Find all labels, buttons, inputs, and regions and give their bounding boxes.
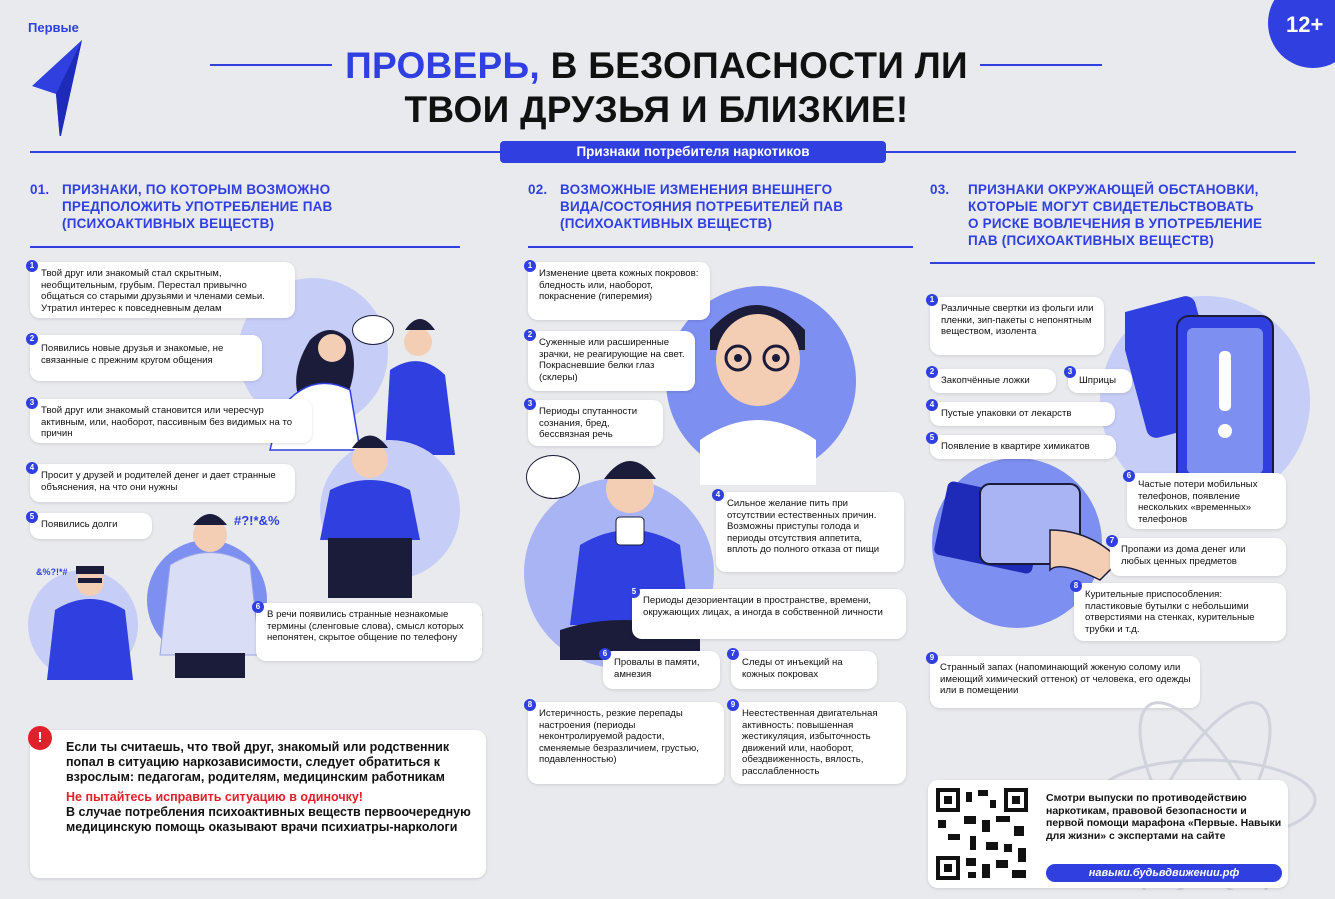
title-accent: ПРОВЕРЬ, — [345, 45, 541, 86]
col2-item-2: Суженные или расширенные зрачки, не реагирующие на свет. Покрасневшие белки глаз (склеры) — [528, 331, 695, 391]
col3-item-1: Различные свертки из фольги или пленки, зип-пакеты с непонятным веществом, изолента — [930, 297, 1104, 355]
title-line1: В БЕЗОПАСНОСТИ ЛИ — [540, 45, 968, 86]
col1-item-3: Твой друг или знакомый становится или чересчур активным, или, наоборот, пассивным без видимых на то причин — [30, 399, 312, 443]
col1-num-1: 1 — [26, 260, 38, 272]
illustration-sunglasses-figure — [40, 560, 140, 680]
col2-num-8: 8 — [524, 699, 536, 711]
col1-num-4: 4 — [26, 462, 38, 474]
col2-underline — [528, 246, 913, 248]
phones-icon — [1125, 296, 1305, 496]
footer-text: Смотри выпуски по противодействию наркотикам, правовой безопасности и первой помощи марафона «Первые. Навыки для жизни» с экспертами на сайте — [1046, 792, 1282, 842]
col1-item-1: Твой друг или знакомый стал скрытным, необщительным, грубым. Перестал привычно общаться со старыми друзьями и членами семьи. Утратил интерес к повседневным делам — [30, 262, 295, 318]
col2-num-2: 2 — [524, 329, 536, 341]
col1-item-5: Появились долги — [30, 513, 152, 539]
warning-alert: Не пытайтесь исправить ситуацию в одиночку! — [66, 790, 363, 805]
col1-num-3: 3 — [26, 397, 38, 409]
subtitle-bar — [30, 141, 1296, 163]
slang-bubble-1: #?!*&% — [234, 513, 280, 528]
col3-num-7: 7 — [1106, 535, 1118, 547]
illustration-guy-pockets-figure — [300, 420, 470, 600]
col1-item-4: Просит у друзей и родителей денег и дает странные объяснения, на что они нужны — [30, 464, 295, 502]
col3-num-5: 5 — [926, 432, 938, 444]
warning-main: Если ты считаешь, что твой друг, знакомый или родственник попал в ситуацию наркозависимости, следует обратиться к взрослым: педагогам, родителям, медицинским работникам — [66, 740, 450, 784]
col3-item-5: Появление в квартире химикатов — [930, 435, 1116, 459]
col3-item-2: Закопчённые ложки — [930, 369, 1056, 393]
thought-bubble-icon — [352, 315, 394, 345]
footer-box — [928, 780, 1288, 888]
col1-item-2: Появились новые друзья и знакомые, не связанные с прежним кругом общения — [30, 335, 262, 381]
col2-item-9: Неестественная двигательная активность: повышенная жестикуляция, избыточность движений или, наоборот, обездвиженность, вялость, расслабленность — [731, 702, 906, 784]
col2-item-3: Периоды спутанности сознания, бред, бессвязная речь — [528, 400, 663, 446]
col2-item-7: Следы от инъекций на кожных покровах — [731, 651, 877, 689]
illustration-glasses-figure — [690, 290, 830, 485]
col3-heading: 03. ПРИЗНАКИ ОКРУЖАЮЩЕЙ ОБСТАНОВКИ, КОТОРЫЕ МОГУТ СВИДЕТЕЛЬСТВОВАТЬ О РИСКЕ ВОВЛЕЧЕНИЯ В УПОТРЕБЛЕНИЕ ПАВ (ПСИХОАКТИВНЫХ ВЕЩЕСТВ) — [930, 182, 1263, 248]
col3-item-6: Частые потери мобильных телефонов, появление нескольких «временных» телефонов — [1127, 473, 1286, 529]
col2-num-4: 4 — [712, 489, 724, 501]
col3-item-3: Шприцы — [1068, 369, 1132, 393]
col2-num-5: 5 — [628, 586, 640, 598]
confusion-bubble-icon — [526, 455, 580, 499]
col1-item-6: В речи появились странные незнакомые термины (сленговые слова), смысл которых непонятен, скрытое общение по телефону — [256, 603, 482, 661]
col2-num-3: 3 — [524, 398, 536, 410]
col2-item-4: Сильное желание пить при отсутствии естественных причин. Возможны приступы голода и периоды отсутствия аппетита, вплоть до полного отказа от пищи — [716, 492, 904, 572]
col3-num-4: 4 — [926, 399, 938, 411]
footer-link[interactable]: навыки.будьвдвижении.рф — [1046, 864, 1282, 882]
warning-note: В случае потребления психоактивных веществ первоочередную медицинскую помощь оказывают врачи психиатры-наркологи — [66, 805, 471, 834]
col2-num-9: 9 — [727, 699, 739, 711]
warning-box — [30, 730, 486, 878]
col1-num-5: 5 — [26, 511, 38, 523]
col2-heading: 02. ВОЗМОЖНЫЕ ИЗМЕНЕНИЯ ВНЕШНЕГО ВИДА/СОСТОЯНИЯ ПОТРЕБИТЕЛЕЙ ПАВ (ПСИХОАКТИВНЫХ ВЕЩЕСТВ) — [528, 182, 844, 231]
col3-num-3: 3 — [1064, 366, 1076, 378]
col2-item-1: Изменение цвета кожных покровов: бледность или, наоборот, покраснение (гиперемия) — [528, 262, 710, 320]
col3-num-1: 1 — [926, 294, 938, 306]
col3-num-9: 9 — [926, 652, 938, 664]
slang-bubble-2: &%?!*# — [36, 567, 68, 577]
title-line2: ТВОИ ДРУЗЬЯ И БЛИЗКИЕ! — [404, 89, 909, 130]
subtitle-label: Признаки потребителя наркотиков — [500, 141, 886, 163]
col3-num-6: 6 — [1123, 470, 1135, 482]
col3-underline — [930, 262, 1315, 264]
col2-item-6: Провалы в памяти, амнезия — [603, 651, 720, 689]
col3-num-8: 8 — [1070, 580, 1082, 592]
qr-code-icon — [934, 786, 1030, 882]
col1-heading: 01. ПРИЗНАКИ, ПО КОТОРЫМ ВОЗМОЖНО ПРЕДПОЛОЖИТЬ УПОТРЕБЛЕНИЕ ПАВ (ПСИХОАКТИВНЫХ ВЕЩЕСТВ) — [30, 182, 333, 231]
age-badge-label: 12+ — [1286, 12, 1324, 37]
col2-num-6: 6 — [599, 648, 611, 660]
warning-icon: ! — [28, 726, 52, 750]
col1-num-6: 6 — [252, 601, 264, 613]
col2-item-8: Истеричность, резкие перепады настроения (периоды неконтролируемой радости, сменяемые безразличием, грустью, подавленностью) — [528, 702, 724, 784]
col3-item-8: Курительные приспособления: пластиковые бутылки с небольшими отверстиями на стенках, курительные трубки и т.д. — [1074, 583, 1286, 641]
col1-num-2: 2 — [26, 333, 38, 345]
col2-item-5: Периоды дезориентации в пространстве, времени, окружающих лицах, а иногда в собственной личности — [632, 589, 906, 639]
col2-num-1: 1 — [524, 260, 536, 272]
col3-item-4: Пустые упаковки от лекарств — [930, 402, 1115, 426]
col1-underline — [30, 246, 460, 248]
col2-num-7: 7 — [727, 648, 739, 660]
col3-num-2: 2 — [926, 366, 938, 378]
col3-item-7: Пропажи из дома денег или любых ценных предметов — [1110, 538, 1286, 576]
page-title — [0, 44, 1313, 132]
logo-text: Первые — [28, 20, 79, 35]
col3-item-9: Странный запах (напоминающий жженую солому или имеющий химический оттенок) от человека, его одежды или в помещении — [930, 656, 1200, 708]
